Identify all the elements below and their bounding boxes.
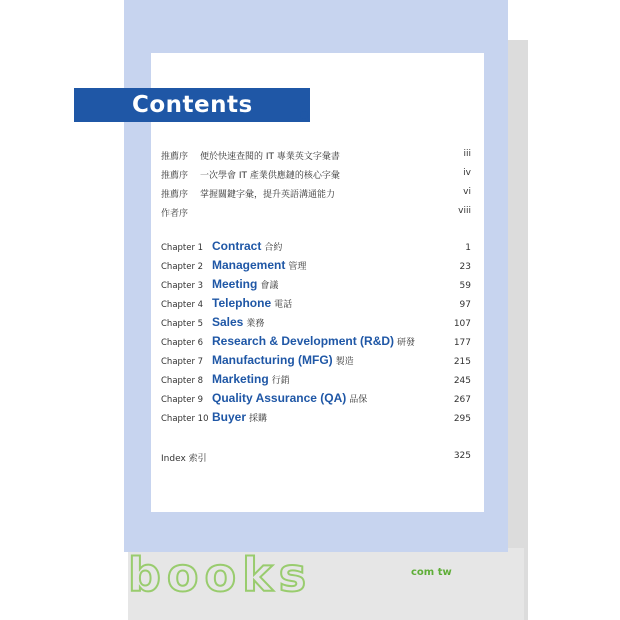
chapter-row[interactable] — [161, 315, 471, 333]
index-row[interactable] — [161, 447, 471, 465]
chapter-page: 1 — [465, 243, 471, 253]
chapter-title-zh: 研發 — [397, 338, 416, 348]
preface-label: 推薦序 — [161, 171, 189, 181]
index-label — [161, 451, 207, 464]
preface-page: iii — [463, 149, 471, 159]
chapter-number: Chapter 8 — [161, 376, 204, 386]
chapter-number: Chapter 4 — [161, 300, 204, 310]
chapter-title: Contract — [212, 239, 262, 253]
title-dot — [300, 111, 308, 119]
preface-page: vi — [463, 187, 471, 197]
chapter-row[interactable] — [161, 372, 471, 390]
chapter-page: 267 — [453, 395, 471, 405]
chapter-row[interactable] — [161, 296, 471, 314]
chapter-number: Chapter 3 — [161, 281, 204, 291]
index-page: 325 — [453, 451, 471, 461]
chapter-title: Meeting — [212, 277, 258, 291]
index-label-zh: 索引 — [188, 454, 207, 464]
page-title: Contents — [132, 92, 253, 118]
preface-page: viii — [458, 206, 471, 216]
watermark-com-text: com — [411, 567, 435, 578]
watermark-logo: books — [128, 548, 313, 602]
preface-row[interactable] — [161, 183, 471, 201]
chapter-title: Marketing — [212, 372, 269, 386]
chapter-number: Chapter 10 — [161, 414, 209, 424]
chapter-row[interactable] — [161, 391, 471, 409]
chapter-number: Chapter 7 — [161, 357, 204, 367]
chapter-number: Chapter 6 — [161, 338, 204, 348]
chapter-title-zh: 行銷 — [271, 376, 290, 386]
chapter-number: Chapter 5 — [161, 319, 204, 329]
chapter-title: Buyer — [212, 410, 247, 424]
chapter-page: 59 — [459, 281, 471, 291]
chapter-page: 177 — [453, 338, 471, 348]
chapter-title: Manufacturing (MFG) — [212, 353, 333, 367]
chapter-row[interactable] — [161, 258, 471, 276]
chapter-title-zh: 會議 — [260, 281, 279, 291]
chapter-page: 215 — [453, 357, 471, 367]
preface-label: 推薦序 — [161, 152, 189, 162]
chapter-page: 295 — [453, 414, 471, 424]
preface-row[interactable] — [161, 202, 471, 220]
preface-text: 便於快速查閱的 IT 專業英文字彙書 — [200, 152, 340, 162]
chapter-page: 107 — [453, 319, 471, 329]
chapter-title-zh: 電話 — [274, 300, 293, 310]
chapter-title-zh: 管理 — [288, 262, 307, 272]
watermark-com — [411, 567, 452, 578]
chapter-row[interactable] — [161, 410, 471, 428]
preface-row[interactable] — [161, 145, 471, 163]
chapter-title-zh: 製造 — [335, 357, 354, 367]
chapter-title: Telephone — [212, 296, 272, 310]
chapter-title: Quality Assurance (QA) — [212, 391, 347, 405]
chapter-title: Research & Development (R&D) — [212, 334, 395, 348]
chapter-title-zh: 業務 — [246, 319, 265, 329]
chapter-title: Sales — [212, 315, 244, 329]
preface-text: 掌握關鍵字彙，提升英語溝通能力 — [200, 190, 336, 200]
chapter-row[interactable] — [161, 277, 471, 295]
chapter-title: Management — [212, 258, 286, 272]
chapter-page: 23 — [459, 262, 471, 272]
chapter-page: 97 — [459, 300, 471, 310]
page-shadow-right — [506, 40, 528, 620]
chapter-number: Chapter 9 — [161, 395, 204, 405]
watermark-tld: tw — [437, 567, 452, 578]
chapter-row[interactable] — [161, 239, 471, 257]
chapter-row[interactable] — [161, 334, 471, 352]
chapter-row[interactable] — [161, 353, 471, 371]
chapter-title-zh: 合約 — [264, 243, 283, 253]
chapter-number: Chapter 1 — [161, 243, 204, 253]
preface-text: 一次學會 IT 產業供應鏈的核心字彙 — [200, 171, 340, 181]
preface-row[interactable] — [161, 164, 471, 182]
chapter-page: 245 — [453, 376, 471, 386]
preface-label: 推薦序 — [161, 190, 189, 200]
preface-label: 作者序 — [161, 209, 189, 219]
chapter-title-zh: 品保 — [349, 395, 368, 405]
chapter-number: Chapter 2 — [161, 262, 204, 272]
preface-page: iv — [463, 168, 471, 178]
chapter-title-zh: 採購 — [249, 414, 268, 424]
index-label-en: Index — [161, 454, 186, 464]
